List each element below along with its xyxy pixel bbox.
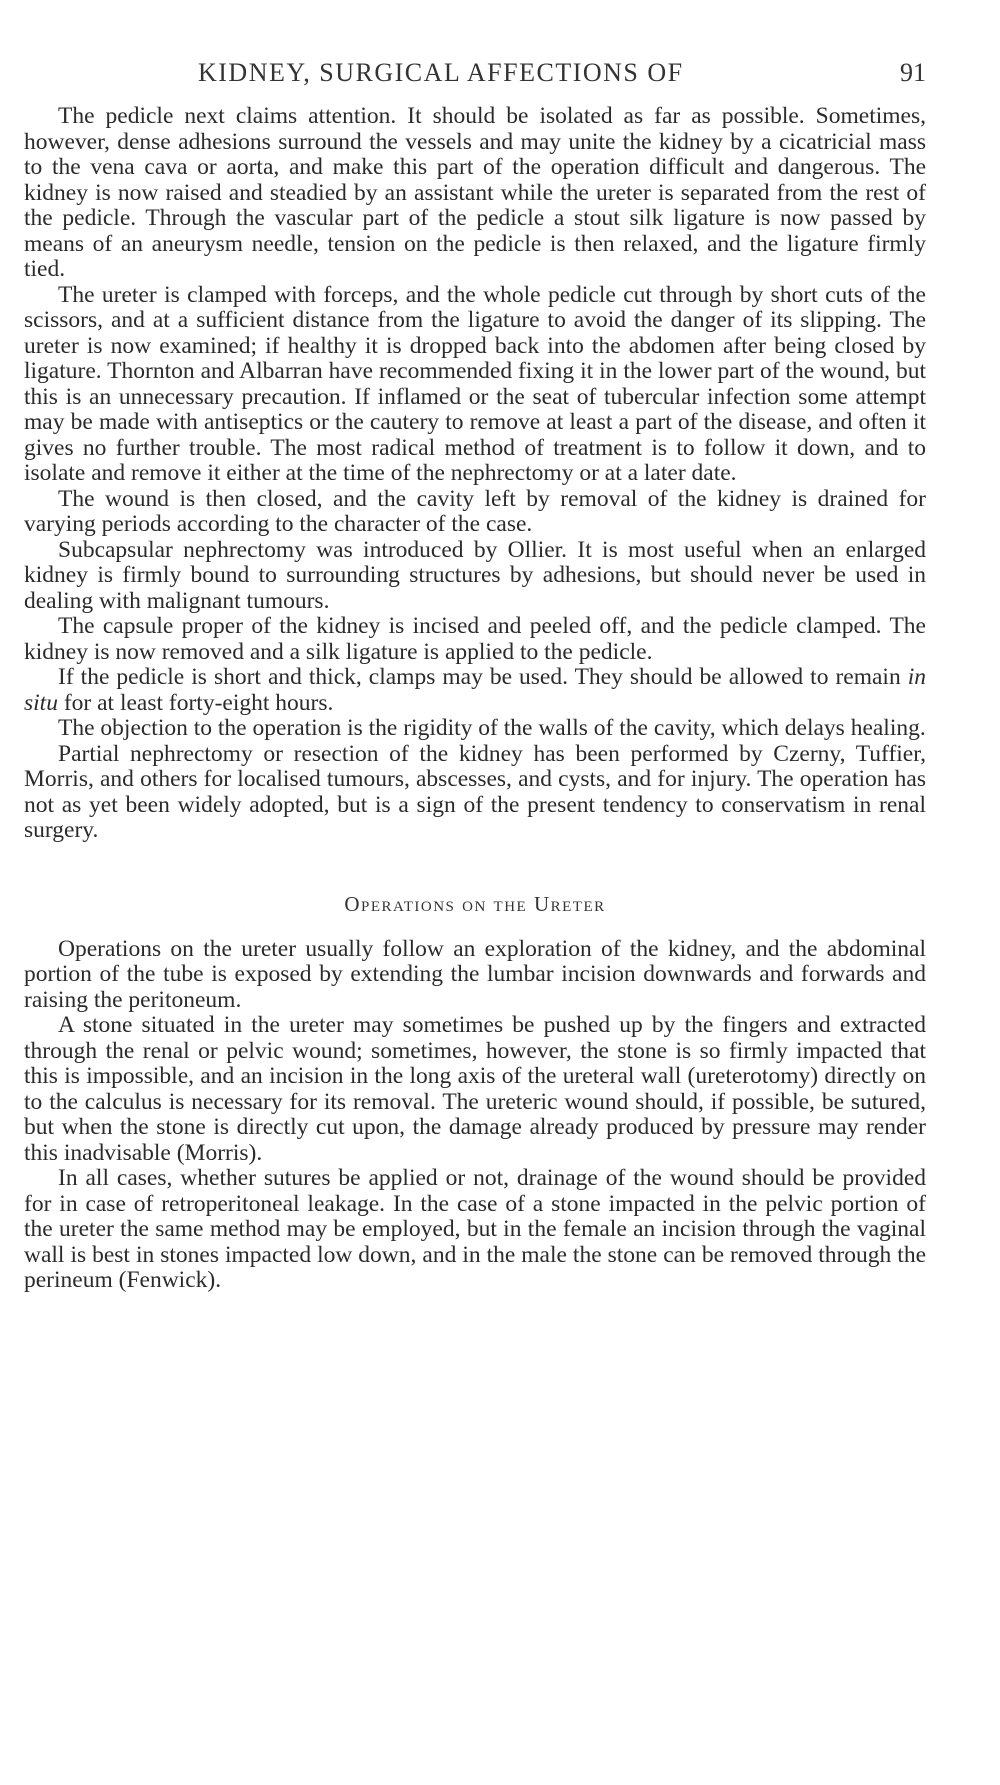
clamps-text-after: for at least forty-eight hours. bbox=[57, 689, 334, 716]
paragraph-drainage: In all cases, whether sutures be applied or not, drainage of the wound should be provided for in case of retroperitoneal leakage. In the case of a stone impacted in the pelvic portion of the ureter the same method may be employed, but in the female an incision through the vaginal wall is best in stones impacted low down, and in the male the stone can be removed through the perineum (Fenwick). bbox=[24, 1165, 926, 1293]
paragraph-objection: The objection to the operation is the rigidity of the walls of the cavity, which delays healing. bbox=[58, 715, 926, 741]
book-page bbox=[24, 40, 926, 1294]
in-situ-term: in situ bbox=[24, 664, 926, 716]
running-title: KIDNEY, SURGICAL AFFECTIONS OF bbox=[198, 58, 684, 87]
clamps-text-before: If the pedicle is short and thick, clamps may be used. They should be allowed to remain bbox=[58, 664, 908, 690]
paragraph-pedicle: The pedicle next claims attention. It should be isolated as far as possible. Sometimes, however, dense adhesions surround the vessels and may unite the kidney by a cicatricial mass to the vena cava or aorta, and make this part of the operation difficult and dangerous. The kidney is now raised and steadied by an assistant while the ureter is separated from the rest of the pedicle. Through the vascular part of the pedicle a stout silk ligature is now passed by means of an aneurysm needle, tension on the pedicle is then relaxed, and the ligature firmly tied. bbox=[24, 103, 926, 282]
page-number: 91 bbox=[900, 58, 926, 87]
paragraph-ureter-stone: A stone situated in the ureter may sometimes be pushed up by the fingers and extracted through the renal or pelvic wound; sometimes, however, the stone is so firmly impacted that this is impossible, and an incision in the long axis of the ureteral wall (ureterotomy) directly on to the calculus is necessary for its removal. The ureteric wound should, if possible, be sutured, but when the stone is directly cut upon, the damage already produced by pressure may render this inadvisable (Morris). bbox=[24, 1012, 926, 1166]
paragraph-ureter-operations: Operations on the ureter usually follow an exploration of the kidney, and the abdominal portion of the tube is exposed by extending the lumbar incision downwards and forwards and raising the peritoneum. bbox=[24, 935, 926, 1013]
paragraph-clamps bbox=[24, 665, 926, 716]
paragraph-subcapsular: Subcapsular nephrectomy was introduced by Ollier. It is most useful when an enlarged kidney is firmly bound to surrounding structures by adhesions, but should never be used in dealing with malignant tumours. bbox=[24, 536, 926, 614]
paragraph-partial-nephrectomy: Partial nephrectomy or resection of the kidney has been performed by Czerny, Tuffier, Morris, and others for localised tumours, abscesses, and cysts, and for injury. The operation has not as yet been widely adopted, but is a sign of the present tendency to conservatism in renal surgery. bbox=[24, 740, 926, 843]
running-head bbox=[24, 40, 926, 96]
body-text bbox=[24, 104, 926, 1294]
section-heading: Operations on the Ureter bbox=[344, 891, 606, 916]
paragraph-capsule: The capsule proper of the kidney is incised and peeled off, and the pedicle clamped. The kidney is now removed and a silk ligature is applied to the pedicle. bbox=[24, 613, 926, 665]
paragraph-ureter-clamped: The ureter is clamped with forceps, and the whole pedicle cut through by short cuts of the scissors, and at a sufficient distance from the ligature to avoid the danger of its slipping. The ureter is now examined; if healthy it is dropped back into the abdomen after being closed by ligature. Thornton and Albarran have recommended fixing it in the lower part of the wound, but this is an unnecessary precaution. If inflamed or the seat of tubercular infection some attempt may be made with antiseptics or the cautery to remove at least a part of the disease, and often it gives no further trouble. The most radical method of treatment is to follow it down, and to isolate and remove it either at the time of the nephrectomy or at a later date. bbox=[24, 281, 926, 486]
paragraph-wound-closed: The wound is then closed, and the cavity left by removal of the kidney is drained for varying periods according to the character of the case. bbox=[24, 485, 926, 537]
